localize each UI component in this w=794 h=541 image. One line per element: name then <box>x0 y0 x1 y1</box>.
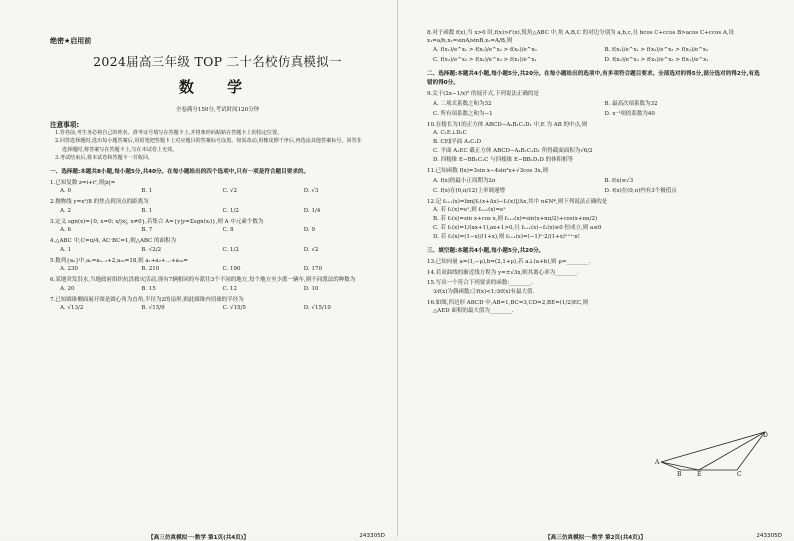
question-2-options <box>50 207 385 216</box>
option: B. CE∥平面 A₁C₁D <box>433 139 482 145</box>
option: C. f(x₃)/e^x₃ > f(x₂)/e^x₂ > f(x₁)/e^x₁ <box>433 57 537 63</box>
question-16: 16.如图,四边形 ABCD 中,AB=1,BC=3,CD=2,BE=(1/2)EC,则 <box>427 299 589 306</box>
notes-title: 注意事项: <box>50 121 80 129</box>
option: A. 0 <box>60 188 71 195</box>
question-13: 13.已知向量 a=(1,−μ),b=(2,1+μ),若 a⊥(a+b),则 μ=________. <box>427 259 591 265</box>
option: D. f(x)在(0,π)内有3个极值点 <box>604 187 677 194</box>
exam-title: 2024届高三年级 TOP 二十名校仿真模拟一 <box>93 54 342 69</box>
option: D. 170 <box>303 266 322 273</box>
option: B. 1 <box>141 207 153 214</box>
option: D. 1/4 <box>303 207 321 214</box>
option: C. 190 <box>222 266 241 273</box>
question-5-options <box>50 265 385 274</box>
option: D. 若 f₁(x)=(1−x)/(1+x),则 fₙ₊₁(x)=(−1)ⁿ·2/(1+x)ⁿ⁺¹·n! <box>433 234 580 240</box>
option: C. 平面 A₁EC 截正方体 ABCD−A₁B₁C₁D₁ 所得截面面积为√6/2 <box>433 148 593 154</box>
question-1-options <box>50 187 385 196</box>
note-item: 2.回答选择题时,选出每小题答案后,用铅笔把答题卡上对应题目的答案标号涂黑。如需改动,用橡皮擦干净后,再选涂其他答案标号。回答非选择题时,将答案写在答题卡上,写在本试卷上无效。 <box>55 138 362 153</box>
question-16-ask: △AED 面积的最大值为________. <box>433 308 514 314</box>
question-3: 3.定义 sgn(x)={0, x=0; x/|x|, x≠0},若集合 A={y|y=Σsgn(xᵢ)},则 A 中元素个数为 <box>50 218 264 225</box>
option: C. 1/2 <box>222 246 239 253</box>
option: C. √2 <box>222 188 238 195</box>
option: D. x⁻¹项的系数为40 <box>604 110 655 117</box>
option: B. 7 <box>141 227 153 234</box>
point-d-label: D <box>763 432 768 439</box>
option: A. 230 <box>60 266 78 273</box>
option: A. 2 <box>60 207 71 214</box>
segment-ae <box>661 462 699 470</box>
option: B. f(x)≤√3 <box>604 177 634 184</box>
option: C. 若 f₁(x)=1/(ax+1),ax+1>0,且 fₙ₊₁(x)−f₁(x)≥0 恒成立,则 a≤0 <box>433 225 602 231</box>
option: A. f(x)的最小正周期为2π <box>433 177 496 184</box>
option: A. f(x₁)/e^x₁ > f(x₂)/e^x₂ > f(x₃)/e^x₃ <box>433 47 537 53</box>
question-7: 7.已知圆锥侧面展开图是圆心角为直角,半径为2的扇形,则此圆锥内切球的半径为 <box>50 296 244 303</box>
question-14: 14.若双曲线的渐近线方程为 y=±√3x,则其离心率为________. <box>427 269 579 276</box>
subject-title: 数 学 <box>178 78 257 96</box>
question-12: 12.记 fₙ₊₁(x)=lim[fₙ(x+Δx)−fₙ(x)]/Δx,其中 n∈N*,则下列说法正确的是 <box>427 198 608 205</box>
question-9-options <box>427 99 776 119</box>
option: A. C₁E⊥D₁C <box>433 130 467 136</box>
question-4: 4.△ABC 中,C=π/4, AC·BC=1,则△ABC 的面积为 <box>50 238 177 245</box>
option: D. f(x₂)/e^x₂ > f(x₃)/e^x₃ > f(x₁)/e^x₁ <box>604 57 709 63</box>
score-line: 全卷满分150分,考试时间120分钟 <box>175 107 260 113</box>
question-4-options <box>50 246 385 255</box>
question-6-options <box>50 285 385 294</box>
option: D. 10 <box>303 285 319 292</box>
paper-code: 243305D <box>756 533 782 539</box>
option: D. 四棱锥 E−BB₁C₁C 与四棱锥 E−BB₁D₁D 的体积相等 <box>433 157 574 163</box>
option: B. √15/9 <box>141 305 165 312</box>
option: D. √3 <box>303 188 319 195</box>
point-e-label: E <box>697 471 702 478</box>
option: C. f(x)在(0,π/12)上单调递增 <box>433 187 505 194</box>
note-item: 1.答卷前,考生务必将自己的姓名、准考证号填写在答题卡上,并将条形码粘贴在答题卡上的指定位置。 <box>55 130 283 136</box>
section-2-heading: 二、选择题:本题共4小题,每小题5分,共20分。在每小题给出的选项中,有多项符合题目要求。全部选对的得5分,部分选对的得2分,有选错的得0分。 <box>427 71 760 86</box>
page-2 <box>397 0 794 541</box>
option: A. 二项式系数之和为32 <box>433 100 492 107</box>
option: A. 20 <box>60 285 75 292</box>
point-a-label: A <box>655 459 660 466</box>
question-15-requirements: ①f(x)为偶函数;②f(x)<1;③f(x)有最大值. <box>433 288 535 295</box>
question-11-options <box>427 176 776 196</box>
option: B. 若 f₁(x)=sin x+cos x,则 fₙ₊₁(x)=sin(x+nπ/2)+cos(x+nπ/2) <box>433 216 598 222</box>
question-2: 2.抛物线 y=x²/8 的焦点到顶点的距离为 <box>50 199 149 206</box>
option: A. √13/2 <box>60 305 84 312</box>
option: B. √2/2 <box>141 246 162 253</box>
option: C. 1/2 <box>222 207 239 214</box>
question-8: 8.对于函数 f(x),当 x>0 时,f(x)>f'(x),锐角△ABC 中,角 A,B,C 的对边分别为 a,b,c,且 bcos C+ccos B>acos C+ccos A,设 x₁=a/b,x₂=sinA/sinB,x₃=A/B,则 <box>427 30 735 44</box>
option: B. 1 <box>141 188 153 195</box>
footer-label: 【高三仿真模拟一·数学 第2页(共4页)】 <box>545 535 646 541</box>
question-3-options <box>50 226 385 235</box>
question-1: 1.已知复数 z=i+i²,则|z|= <box>50 179 116 186</box>
point-c-label: C <box>737 471 742 478</box>
option: C. 8 <box>222 227 234 234</box>
option: D. √2 <box>303 246 319 253</box>
option: B. 210 <box>141 266 160 273</box>
option: B. 15 <box>141 285 156 292</box>
question-11: 11.已知函数 f(x)=3sin x−4sin³x+√3cos 3x,则 <box>427 168 548 174</box>
option: C. √15/5 <box>222 305 246 312</box>
secret-mark: 绝密★启用前 <box>50 37 92 45</box>
option: C. 12 <box>222 285 238 292</box>
question-15: 15.写出一个符合下列要求的函数:________. <box>427 280 533 286</box>
option: C. 所有项系数之和为−1 <box>433 110 493 117</box>
question-5: 5.数列{aₙ}中,aₙ=aₙ₋₁+2,a₁₀=18,则 a₁+a₂+…+a₁₀= <box>50 257 188 264</box>
option: A. 1 <box>60 246 71 253</box>
question-9: 9.关于(2x−1/x)⁵ 的展开式,下列说法正确的是 <box>427 91 539 97</box>
option: D. 9 <box>303 227 315 234</box>
question-8-options <box>427 45 776 65</box>
option: B. 最高次项系数为32 <box>604 100 658 107</box>
question-6: 6.某地突发洪水,当地政府组织抗洪救灾活动,现有7辆相同的车派往3个不同的地方,每个地方至少派一辆车,则不同派法的种数为 <box>50 277 356 284</box>
section-1-heading: 一、选择题:本题共8小题,每小题5分,共40分。在每小题给出的四个选项中,只有一项是符合题目要求的。 <box>50 168 310 175</box>
figure-outline <box>661 432 765 470</box>
point-b-label: B <box>677 471 682 478</box>
option: A. 若 f₁(x)=eˣ,则 fₙ₊₁(x)=eˣ <box>433 207 506 213</box>
paper-code: 243305D <box>359 533 385 539</box>
question-10: 10.在棱长为1的正方体 ABCD−A₁B₁C₁D₁ 中,E 为 AB 的中点,则 <box>427 121 588 128</box>
quadrilateral-figure <box>655 428 771 476</box>
question-7-options <box>50 304 385 313</box>
option: B. f(x₁)/e^x₁ > f(x₃)/e^x₃ > f(x₂)/e^x₂ <box>604 47 709 53</box>
note-item: 3.考试结束后,将本试卷和答题卡一并收回。 <box>55 155 154 162</box>
footer-label: 【高三仿真模拟一·数学 第1页(共4页)】 <box>148 535 249 541</box>
section-3-heading: 三、填空题:本题共4小题,每小题5分,共20分。 <box>427 248 545 254</box>
segment-ed <box>699 432 765 470</box>
option: A. 6 <box>60 227 71 234</box>
option: D. √15/10 <box>303 305 331 312</box>
